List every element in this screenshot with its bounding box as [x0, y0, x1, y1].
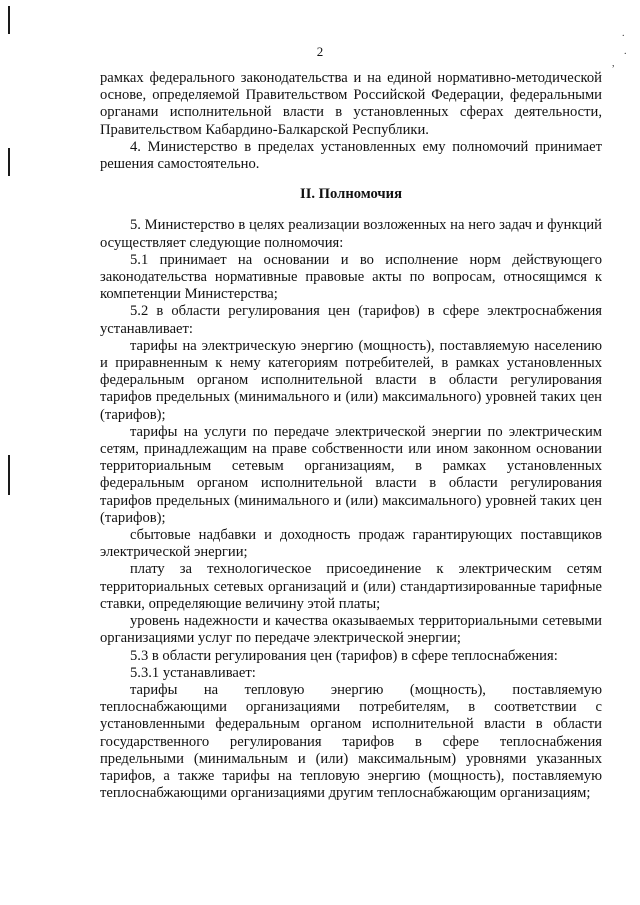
- paragraph: тарифы на услуги по передаче электрической энергии по электрическим сетям, принадлежащим на праве собственности или ином законном основании территориальным сетевым организациям, в рамках установленных федеральным органом исполнительной власти в области регулирования тарифов предельных (минимального и (или) максимального) уровней таких цен (тарифов);: [100, 423, 602, 526]
- paragraph: тарифы на тепловую энергию (мощность), поставляемую теплоснабжающими организациями потребителям, в соответствии с установленными федеральным органом исполнительной власти в области государственного регулирования тарифов в сфере теплоснабжения предельными (минимальным и (или) максимальным) уровнями указанных тарифов, а также тарифы на тепловую энергию (мощность), поставляемую теплоснабжающими организациями другим теплоснабжающим организациям;: [100, 681, 602, 802]
- page-number: 2: [316, 44, 324, 59]
- paragraph: рамках федерального законодательства и на единой нормативно-методической основе, определяемой Правительством Российской Федерации, федеральными органами исполнительной власти в установленных сферах деятельности, Правительством Кабардино-Балкарской Республики.: [100, 70, 602, 138]
- paragraph: 5.3.1 устанавливает:: [130, 664, 256, 681]
- paragraph: сбытовые надбавки и доходность продаж гарантирующих поставщиков электрической энергии;: [100, 527, 602, 561]
- paragraph: уровень надежности и качества оказываемых территориальными сетевыми организациями услуг по передаче электрической энергии;: [100, 613, 602, 647]
- paragraph: 5.1 принимает на основании и во исполнение норм действующего законодательства нормативные правовые акты по вопросам, относящимся к компетенции Министерства;: [100, 251, 602, 303]
- paragraph: 5.3 в области регулирования цен (тарифов) в сфере теплоснабжения:: [130, 647, 558, 664]
- scan-edge-line-top: [8, 6, 10, 34]
- scan-speck: .: [624, 46, 627, 57]
- paragraph: плату за технологическое присоединение к электрическим сетям территориальных сетевых организаций и (или) стандартизированные тарифные ставки, определяющие величину этой платы;: [100, 561, 602, 612]
- document-body: [100, 70, 602, 802]
- section-title: II. Полномочия: [300, 186, 402, 203]
- scan-edge-line-middle: [8, 148, 10, 176]
- scan-speck: .: [622, 28, 625, 39]
- paragraph: 4. Министерство в пределах установленных ему полномочий принимает решения самостоятельно.: [100, 138, 602, 173]
- scan-speck: ,: [612, 58, 615, 69]
- paragraph: 5.2 в области регулирования цен (тарифов) в сфере электроснабжения устанавливает:: [100, 303, 602, 337]
- scan-edge-line-bottom: [8, 455, 10, 495]
- paragraph: 5. Министерство в целях реализации возложенных на него задач и функций осуществляет следующие полномочия:: [100, 217, 602, 251]
- paragraph: тарифы на электрическую энергию (мощность), поставляемую населению и приравненным к нему категориям потребителей, в рамках установленных федеральным органом исполнительной власти в области регулирования тарифов предельных (минимального и (или) максимального) уровней таких цен (тарифов);: [100, 337, 602, 423]
